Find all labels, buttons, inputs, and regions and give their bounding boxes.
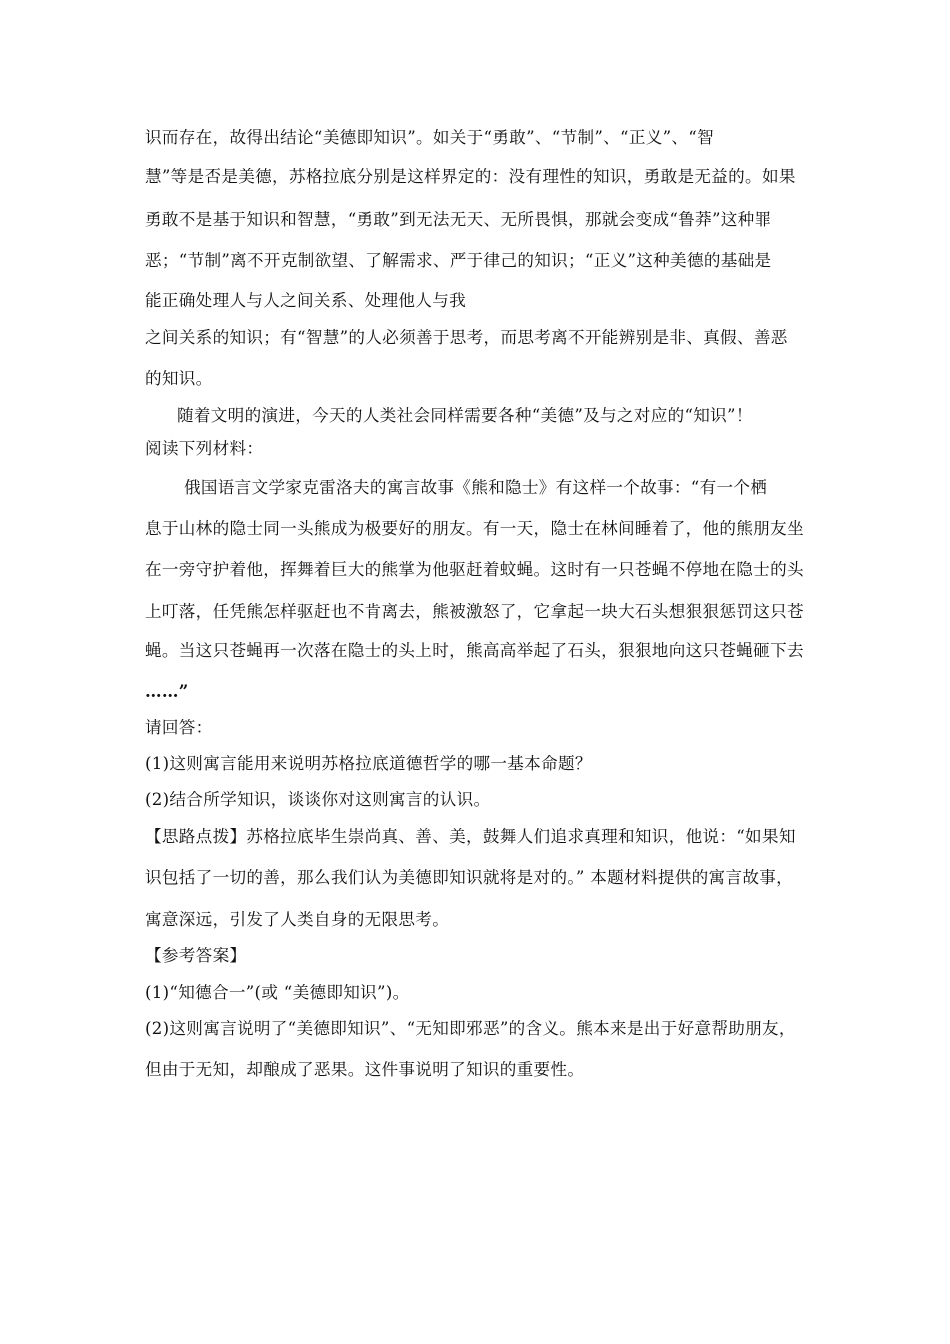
paragraph-first-line: 俄国语言文学家克雷洛夫的寓言故事《熊和隐士》有这样一个故事：“有一个栖 (184, 478, 768, 497)
text-line: 慧”等是否是美德，苏格拉底分别是这样界定的：没有理性的知识，勇敢是无益的。如果 (145, 167, 796, 186)
prompt-label: 请回答： (145, 718, 213, 737)
text-line: 上叮落，任凭熊怎样驱赶也不肯离去，熊被激怒了，它拿起一块大石头想狠狠惩罚这只苍 (145, 602, 804, 621)
answer-heading: 【参考答案】 (145, 946, 247, 965)
text-line: 息于山林的隐士同一头熊成为极要好的朋友。有一天，隐士在林间睡着了，他的熊朋友坐 (145, 519, 804, 538)
text-line: 蝇。当这只苍蝇再一次落在隐士的头上时，熊高高举起了石头，狠狠地向这只苍蝇砸下去 (145, 641, 804, 660)
paragraph-first-line: 随着文明的演进，今天的人类社会同样需要各种“美德”及与之对应的“知识”！ (177, 406, 753, 425)
text-line: 阅读下列材料： (145, 439, 264, 458)
question-2: (2)结合所学知识，谈谈你对这则寓言的认识。 (145, 790, 491, 809)
question-1: (1)这则寓言能用来说明苏格拉底道德哲学的哪一基本命题？ (145, 754, 592, 773)
text-line: ……” (145, 681, 189, 701)
text-line: 但由于无知，却酿成了恶果。这件事说明了知识的重要性。 (145, 1060, 585, 1079)
text-line: 的知识。 (145, 369, 213, 388)
text-line: 识而存在，故得出结论“美德即知识”。如关于“勇敢”、“节制”、“正义”、“智 (145, 128, 714, 147)
answer-1: (1)“知德合一”(或 “美德即知识”)。 (145, 983, 410, 1002)
text-line: 寓意深远，引发了人类自身的无限思考。 (145, 910, 450, 929)
text-line: 识包括了一切的善，那么我们认为美德即知识就将是对的。” 本题材料提供的寓言故事， (145, 868, 794, 887)
text-line: 能正确处理人与人之间关系、处理他人与我 (145, 291, 466, 310)
answer-2: (2)这则寓言说明了“美德即知识”、“无知即邪恶”的含义。熊本来是出于好意帮助朋友， (145, 1019, 796, 1038)
text-line: 恶；“节制”离不开克制欲望、了解需求、严于律己的知识；“正义”这种美德的基础是 (145, 251, 772, 270)
hint-line: 【思路点拨】苏格拉底毕生崇尚真、善、美，鼓舞人们追求真理和知识，他说：“如果知 (145, 827, 796, 846)
text-line: 勇敢不是基于知识和智慧，“勇敢”到无法无天、无所畏惧，那就会变成“鲁莽”这种罪 (145, 210, 772, 229)
text-line: 在一旁守护着他，挥舞着巨大的熊掌为他驱赶着蚊蝇。这时有一只苍蝇不停地在隐士的头 (145, 560, 804, 579)
text-line: 之间关系的知识；有“智慧”的人必须善于思考，而思考离不开能辨别是非、真假、善恶 (145, 328, 788, 347)
